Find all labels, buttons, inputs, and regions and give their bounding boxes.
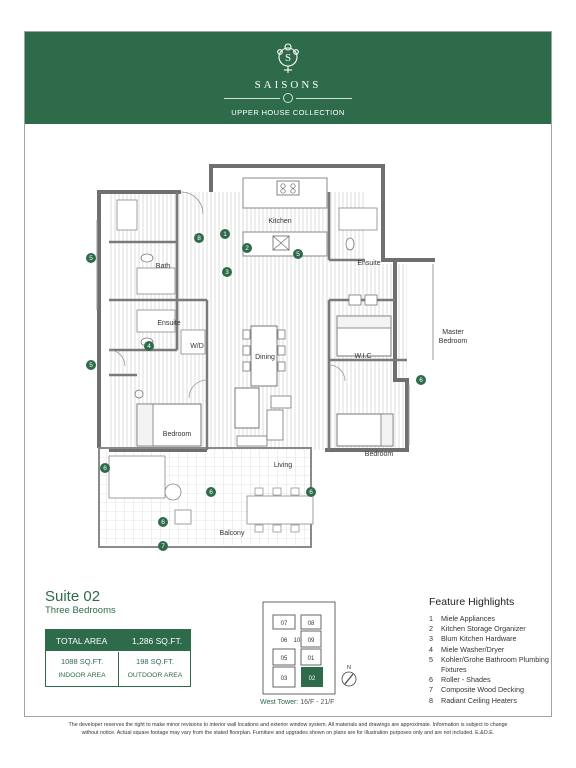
label-bedroom-right: Bedroom: [364, 451, 394, 458]
indoor-area-label: INDOOR AREA: [58, 672, 106, 679]
svg-text:6: 6: [161, 519, 165, 527]
svg-text:5: 5: [296, 251, 300, 259]
feature-item: 3 Blum Kitchen Hardware: [429, 634, 517, 644]
svg-text:6: 6: [309, 489, 313, 497]
outdoor-area-cell: [119, 652, 191, 686]
ensuite-toilet-icon: [346, 238, 354, 250]
indoor-area-value: 1088 SQ.FT.: [60, 657, 104, 666]
feature-item: 7 Composite Wood Decking: [429, 685, 524, 695]
armchair-icon: [271, 396, 291, 408]
feature-marker-2: [242, 243, 252, 253]
feature-marker-1: [220, 229, 230, 239]
features-list: [429, 614, 551, 706]
outdoor-area-value: 198 SQ.FT.: [136, 657, 174, 666]
label-living: Living: [273, 462, 293, 469]
label-wd: W/D: [190, 343, 204, 350]
label-dining: Dining: [255, 354, 275, 361]
tower-floors: 16/F - 21/F: [300, 699, 335, 706]
ensuite-tub-icon: [339, 208, 377, 230]
disclaimer-line-2: without notice. Actual square footage may vary from the stated floorplan. Furniture and upgrades shown on plans are for illustration purposes only and are not included. E.&O.E.: [81, 729, 495, 736]
svg-text:2: 2: [245, 245, 249, 253]
total-area-row: [46, 630, 190, 651]
key-unit-02: 02: [308, 676, 316, 682]
bath-vanity: [117, 200, 137, 230]
svg-text:6: 6: [103, 465, 107, 473]
collection-name: UPPER HOUSE COLLECTION: [231, 108, 345, 117]
north-label: N: [347, 665, 351, 671]
saisons-logo-icon: [273, 40, 303, 74]
tower-label: [260, 699, 334, 706]
label-ensuite-left: Ensuite: [157, 320, 181, 327]
label-wic: W.I.C: [354, 353, 372, 360]
svg-text:5: 5: [89, 362, 93, 370]
feature-marker-6: [306, 487, 316, 497]
label-balcony: Balcony: [219, 530, 245, 537]
feature-marker-6: [158, 517, 168, 527]
total-area-value: 1,286 SQ.FT.: [132, 636, 183, 646]
key-unit-06: 06: [280, 638, 288, 644]
disclaimer: [40, 722, 536, 737]
svg-text:3: 3: [225, 269, 229, 277]
label-kitchen: Kitchen: [268, 218, 292, 225]
feature-item: 5 Kohler/Grohe Bathroom Plumbing Fixtures: [429, 654, 549, 675]
label-bedroom-left: Bedroom: [162, 431, 192, 438]
brochure-sheet: [24, 31, 552, 717]
brand-banner: [25, 32, 551, 124]
outdoor-side-table: [165, 484, 181, 500]
area-table: [45, 629, 191, 687]
brand-name: SAISONS: [254, 79, 322, 91]
svg-text:S: S: [284, 52, 292, 64]
feature-item: 2 Kitchen Storage Organizer: [429, 624, 526, 634]
tv-console: [237, 436, 267, 446]
feature-marker-7: [158, 541, 168, 551]
feature-marker-6: [206, 487, 216, 497]
toilet-icon: [141, 254, 153, 262]
label-ensuite-right: Ensuite: [357, 260, 381, 267]
brand-dot-icon: [283, 93, 293, 103]
label-bath: Bath: [155, 263, 171, 270]
key-unit-03: 03: [280, 676, 288, 682]
label-master-line2: Bedroom: [438, 338, 468, 345]
sofa-icon: [235, 388, 259, 428]
feature-marker-6: [100, 463, 110, 473]
disclaimer-line-1: The developer reserves the right to make minor revisions to interior wall locations and exterior window system. All materials and drawings are approximate. Information is subject to change: [68, 722, 508, 728]
svg-text:8: 8: [197, 235, 201, 243]
feature-marker-6: [416, 375, 426, 385]
indoor-area-cell: [46, 652, 118, 686]
cooktop-icon: [277, 181, 299, 195]
key-plan: [261, 601, 361, 697]
svg-text:4: 4: [147, 343, 151, 351]
bathtub-icon: [137, 268, 175, 294]
suite-title: Suite 02: [45, 588, 101, 605]
floor-plan: [89, 160, 468, 552]
north-arrow-icon: [342, 665, 356, 686]
svg-text:6: 6: [209, 489, 213, 497]
key-unit-08: 08: [307, 621, 315, 627]
key-unit-05: 05: [280, 656, 288, 662]
feature-item: 8 Radiant Ceiling Heaters: [429, 695, 517, 705]
feature-marker-4: [144, 341, 154, 351]
svg-text:6: 6: [419, 377, 423, 385]
total-area-label: TOTAL AREA: [56, 636, 108, 646]
key-unit-07: 07: [280, 621, 288, 627]
feature-item: 1 Miele Appliances: [429, 614, 495, 623]
feature-marker-8: [194, 233, 204, 243]
feature-item: 4 Miele Washer/Dryer: [429, 644, 505, 654]
feature-marker-5: [86, 360, 96, 370]
suite-subtitle: Three Bedrooms: [45, 605, 116, 616]
feature-item: 6 Roller - Shades: [429, 675, 491, 685]
feature-marker-5: [86, 253, 96, 263]
svg-text:5: 5: [89, 255, 93, 263]
svg-text:1: 1: [223, 231, 227, 239]
brand-rule-left: [224, 98, 280, 99]
washer-dryer-icon: [181, 330, 205, 354]
feature-marker-3: [222, 267, 232, 277]
outdoor-dining-table: [247, 496, 313, 524]
key-unit-10: 10: [293, 638, 301, 644]
feature-marker-5: [293, 249, 303, 259]
brand-rule-right: [296, 98, 352, 99]
outdoor-sofa: [109, 456, 165, 498]
outdoor-area-label: OUTDOOR AREA: [127, 672, 183, 679]
label-master-line1: Master: [442, 329, 464, 336]
svg-text:7: 7: [161, 543, 165, 551]
key-unit-01: 01: [307, 656, 315, 662]
features-title: Feature Highlights: [429, 596, 515, 608]
tower-name: West Tower:: [260, 699, 299, 706]
coffee-table: [267, 410, 283, 440]
key-unit-09: 09: [307, 638, 315, 644]
